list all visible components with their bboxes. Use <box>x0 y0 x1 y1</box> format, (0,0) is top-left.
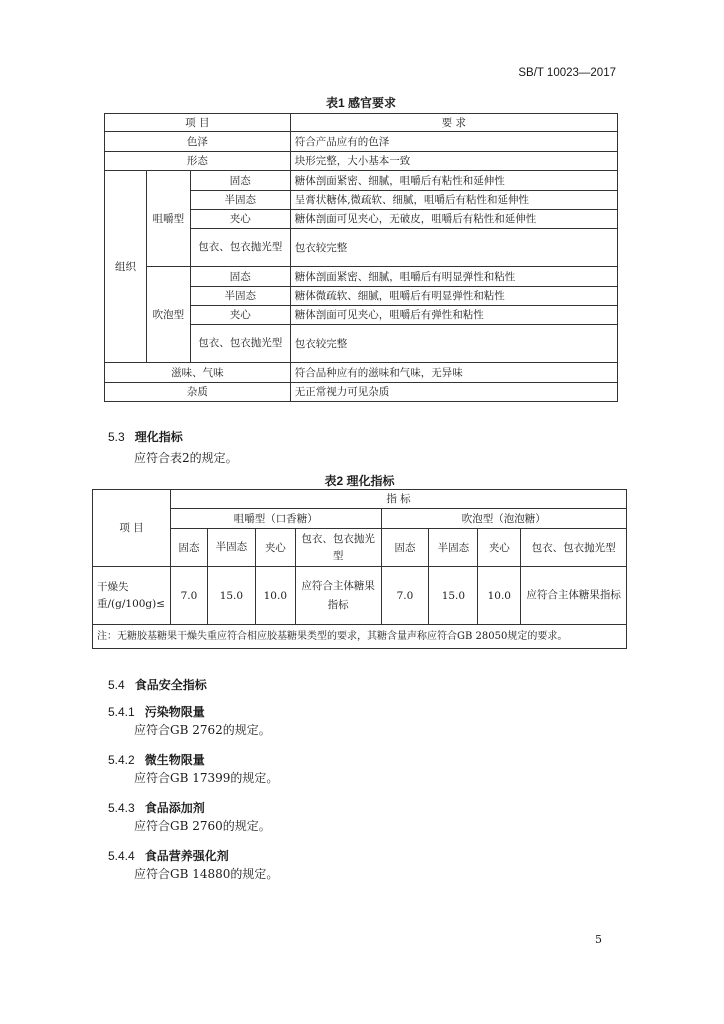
section-5-3 <box>108 428 183 445</box>
t1-taste-label: 滋味、气味 <box>105 363 291 383</box>
section-5-4-1-text: 应符合GB 2762的规定。 <box>134 723 271 737</box>
t2-sub-bubble-semisolid: 半固态 <box>429 529 478 567</box>
t1-chew-coated-value: 包衣较完整 <box>290 229 617 267</box>
t2-sub-chew-coated: 包衣、包衣抛光型 <box>295 529 381 567</box>
section-5-4-3-number: 5.4.3 <box>108 801 135 815</box>
t2-val-bubble-coated: 应符合主体糖果指标 <box>521 567 627 625</box>
section-5-4-1-number: 5.4.1 <box>108 705 135 719</box>
t1-head-req: 要 求 <box>290 114 617 132</box>
section-5-4 <box>108 676 207 693</box>
t1-bubble-filled-label: 夹心 <box>190 306 290 325</box>
t2-val-chew-semisolid: 15.0 <box>207 567 255 625</box>
t1-chew-filled-value: 糖体剖面可见夹心，无破皮，咀嚼后有粘性和延伸性 <box>290 210 617 229</box>
section-5-4-2 <box>108 751 205 768</box>
t2-sub-chew-semisolid: 半固态 <box>207 529 255 567</box>
t1-bubble-coated-label: 包衣、包衣抛光型 <box>190 325 290 363</box>
section-5-4-4 <box>108 847 229 864</box>
t1-chew-coated-label: 包衣、包衣抛光型 <box>190 229 290 267</box>
t1-shape-value: 块形完整，大小基本一致 <box>290 152 617 171</box>
t2-item-label: 项 目 <box>93 490 171 567</box>
section-5-4-3-title: 食品添加剂 <box>144 801 205 815</box>
physicochemical-table <box>92 489 627 649</box>
section-5-4-1 <box>108 703 205 720</box>
t2-val-bubble-filled: 10.0 <box>478 567 521 625</box>
t2-sub-bubble-solid: 固态 <box>381 529 429 567</box>
t2-chew-header: 咀嚼型（口香糖） <box>170 509 381 529</box>
t1-taste-value: 符合品种应有的滋味和气味，无异味 <box>290 363 617 383</box>
t2-sub-chew-filled: 夹心 <box>255 529 295 567</box>
table2-caption: 表2 理化指标 <box>324 474 395 488</box>
t1-bubble-coated-value: 包衣较完整 <box>290 325 617 363</box>
t2-note: 注：无糖胶基糖果干燥失重应符合相应胶基糖果类型的要求，其糖含量声称应符合GB 28050规定的要求。 <box>93 625 627 649</box>
section-5-4-2-number: 5.4.2 <box>108 753 135 767</box>
t1-chew-semisolid-label: 半固态 <box>190 191 290 210</box>
section-5-4-number: 5.4 <box>108 678 125 692</box>
table1-caption: 表1 感官要求 <box>325 96 396 110</box>
t2-val-chew-filled: 10.0 <box>255 567 295 625</box>
t2-index-label: 指 标 <box>170 490 626 509</box>
page-number: 5 <box>595 933 602 946</box>
section-5-4-2-text: 应符合GB 17399的规定。 <box>134 771 279 785</box>
t1-bubble-label: 吹泡型 <box>146 267 190 363</box>
document-code: SB/T 10023—2017 <box>518 67 616 79</box>
t1-chew-solid-value: 糖体剖面紧密、细腻，咀嚼后有粘性和延伸性 <box>290 171 617 191</box>
t1-bubble-solid-value: 糖体剖面紧密、细腻，咀嚼后有明显弹性和粘性 <box>290 267 617 287</box>
section-5-3-text: 应符合表2的规定。 <box>134 451 238 465</box>
t2-bubble-header: 吹泡型（泡泡糖） <box>381 509 626 529</box>
section-5-4-title: 食品安全指标 <box>134 678 207 692</box>
section-5-4-1-title: 污染物限量 <box>144 705 205 719</box>
t2-sub-bubble-filled: 夹心 <box>478 529 521 567</box>
t1-color-value: 符合产品应有的色泽 <box>290 132 617 152</box>
t2-row-label: 干燥失重/(g/100g)≤ <box>93 567 171 625</box>
t1-chew-label: 咀嚼型 <box>146 171 190 267</box>
t2-val-chew-solid: 7.0 <box>170 567 207 625</box>
sensory-table <box>104 113 618 402</box>
t1-bubble-semisolid-value: 糖体微疏软、细腻，咀嚼后有明显弹性和粘性 <box>290 287 617 306</box>
section-5-4-4-title: 食品营养强化剂 <box>144 849 229 863</box>
t1-impurity-value: 无正常视力可见杂质 <box>290 383 617 402</box>
t2-sub-chew-solid: 固态 <box>170 529 207 567</box>
t2-val-bubble-solid: 7.0 <box>381 567 429 625</box>
t1-chew-solid-label: 固态 <box>190 171 290 191</box>
t1-bubble-semisolid-label: 半固态 <box>190 287 290 306</box>
t2-val-bubble-semisolid: 15.0 <box>429 567 478 625</box>
section-5-4-2-title: 微生物限量 <box>144 753 205 767</box>
t1-impurity-label: 杂质 <box>105 383 291 402</box>
t1-head-item: 项 目 <box>105 114 291 132</box>
section-5-4-4-text: 应符合GB 14880的规定。 <box>134 867 279 881</box>
section-5-3-title: 理化指标 <box>134 430 183 444</box>
t2-sub-bubble-coated: 包衣、包衣抛光型 <box>521 529 627 567</box>
t1-color-label: 色泽 <box>105 132 291 152</box>
section-5-3-number: 5.3 <box>108 430 125 444</box>
t1-bubble-solid-label: 固态 <box>190 267 290 287</box>
t1-shape-label: 形态 <box>105 152 291 171</box>
t1-org-label: 组织 <box>105 171 147 363</box>
t2-val-chew-coated: 应符合主体糖果指标 <box>295 567 381 625</box>
t1-chew-filled-label: 夹心 <box>190 210 290 229</box>
section-5-4-3 <box>108 799 205 816</box>
section-5-4-4-number: 5.4.4 <box>108 849 135 863</box>
section-5-4-3-text: 应符合GB 2760的规定。 <box>134 819 271 833</box>
t1-chew-semisolid-value: 呈膏状糖体,微疏软、细腻，咀嚼后有粘性和延伸性 <box>290 191 617 210</box>
t1-bubble-filled-value: 糖体剖面可见夹心，咀嚼后有弹性和粘性 <box>290 306 617 325</box>
